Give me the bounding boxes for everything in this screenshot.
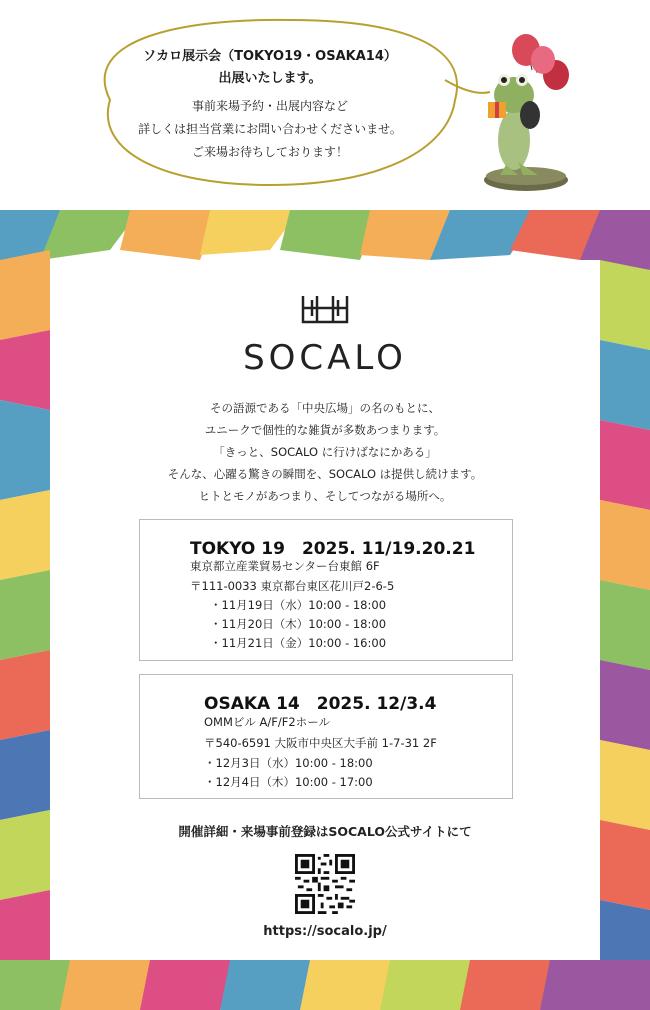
event-date: ・11月20日（木）10:00 - 18:00	[210, 617, 387, 631]
event-address: 〒540-6591 大阪市中央区大手前 1-7-31 2F	[204, 736, 437, 750]
intro-line-1: その語源である「中央広場」の名のもとに、	[210, 401, 440, 415]
content-card	[50, 260, 600, 960]
event-date: ・12月4日（木）10:00 - 17:00	[204, 775, 373, 789]
bubble-line-5: ご来場お待ちしております！	[191, 145, 348, 159]
registration-note: 開催詳細・来場事前登録はSOCALO公式サイトにて	[178, 824, 472, 839]
site-url-link[interactable]: https://socalo.jp/	[263, 924, 387, 939]
qr-code-icon[interactable]	[295, 854, 355, 914]
socalo-logo-icon	[300, 294, 350, 324]
bubble-line-1: ソカロ展示会（TOKYO19・OSAKA14）	[143, 49, 397, 64]
bubble-line-2: 出展いたします。	[218, 71, 322, 86]
event-date: ・11月19日（水）10:00 - 18:00	[210, 598, 387, 612]
event-address: 〒111-0033 東京都台東区花川戸2-6-5	[190, 579, 395, 593]
intro-line-4: そんな、心躍る驚きの瞬間を、SOCALO は提供し続けます。	[167, 467, 483, 481]
intro-line-3: 「きっと、SOCALO に行けばなにかある」	[213, 445, 437, 459]
event-title: TOKYO 19 2025. 11/19.20.21	[190, 539, 476, 559]
event-venue: OMMビル A/F/F2ホール	[204, 715, 330, 729]
event-date: ・12月3日（水）10:00 - 18:00	[204, 756, 373, 770]
event-date: ・11月21日（金）10:00 - 16:00	[210, 636, 387, 650]
intro-line-2: ユニークで個性的な雑貨が多数あつまります。	[204, 423, 446, 437]
bubble-line-4: 詳しくは担当営業にお問い合わせくださいませ。	[138, 122, 402, 136]
brand-logo-text: SOCALO	[243, 338, 407, 378]
event-title: OSAKA 14 2025. 12/3.4	[204, 694, 437, 714]
bubble-line-3: 事前来場予約・出展内容など	[191, 99, 348, 113]
intro-line-5: ヒトとモノがあつまり、そしてつながる場所へ。	[198, 489, 452, 503]
event-box-tokyo	[139, 519, 513, 661]
event-box-osaka	[139, 674, 513, 799]
frog-figurine-icon	[478, 30, 578, 195]
header-section	[0, 0, 650, 210]
event-venue: 東京都立産業貿易センター台東館 6F	[190, 559, 380, 573]
